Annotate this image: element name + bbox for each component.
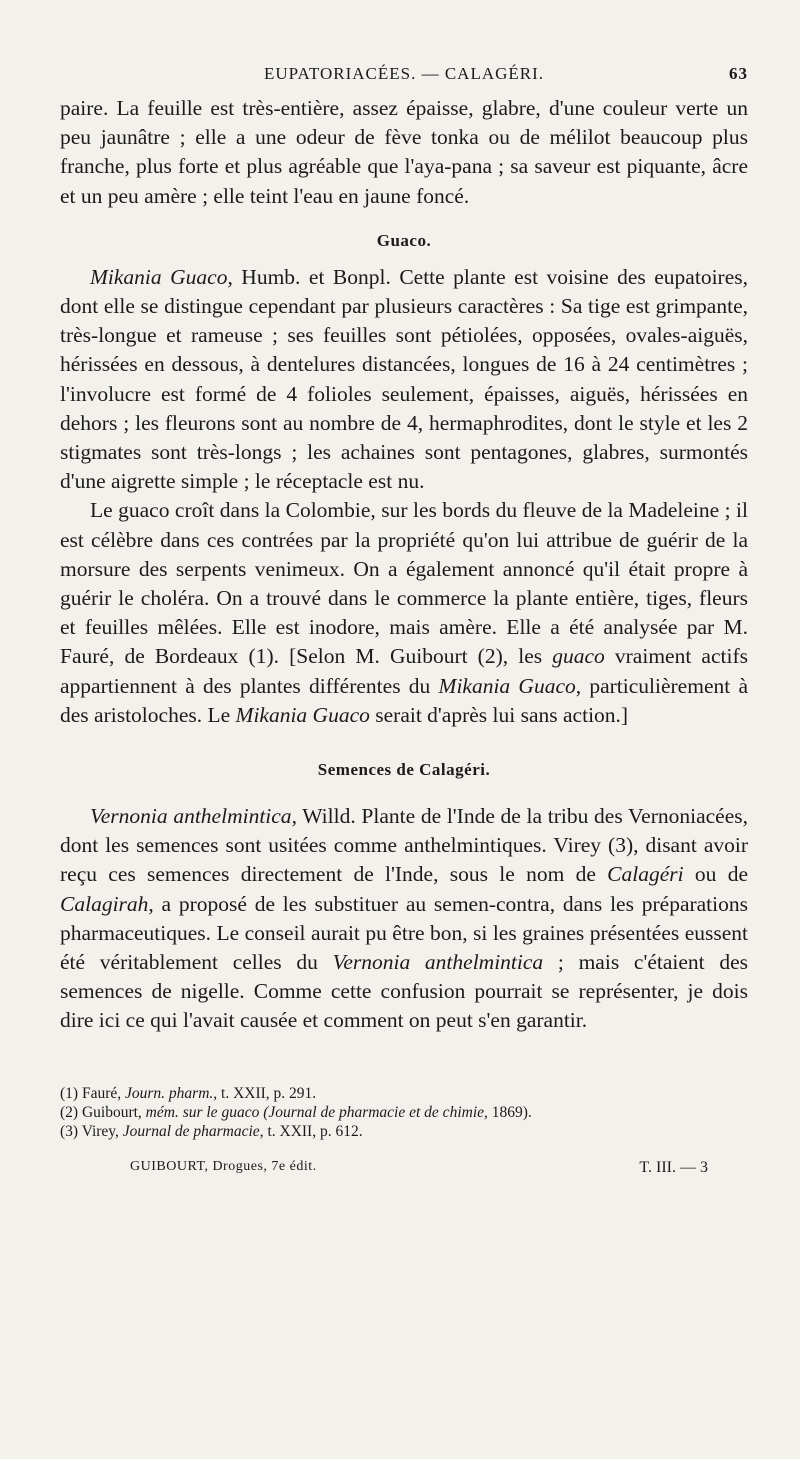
paragraph-text: serait d'après lui sans action.] (369, 702, 629, 727)
signature-line (60, 1159, 748, 1181)
footnote-reference: , t. XXII, p. 612. (259, 1122, 363, 1140)
footnote-source: Journ. pharm. (125, 1084, 214, 1102)
page-number: 63 (729, 64, 748, 83)
signature-book: GUIBOURT, Drogues, 7e édit. (130, 1158, 317, 1174)
species-name: Mikania Guaco (235, 702, 370, 727)
footnote-mark: (2) (60, 1103, 79, 1121)
species-name: Mikania Guaco (438, 673, 576, 698)
paragraph-text: ou de (683, 862, 748, 887)
footnote-author: Virey, (81, 1122, 123, 1140)
page-body (60, 94, 748, 1036)
paragraph-text: , Willd. Plante de l'Inde de la tribu des Vernoniacées, dont les semences sont usitées comme anthelmintiques. Virey (3), disant avoir reçu ces semences directement de l'Inde, sous le nom de (60, 804, 748, 887)
paragraph-vernonia-description (60, 802, 748, 1036)
footnote-reference: 1869). (487, 1103, 532, 1121)
italic-term: Calagirah (60, 891, 149, 916)
species-name: Vernonia anthelmintica (90, 804, 292, 829)
footnote-author: Guibourt, (81, 1103, 146, 1121)
paragraph-text: Le guaco croît dans la Colombie, sur les bords du fleuve de la Madeleine ; il est célèbre dans ces contrées par la propriété qu'on lui attribue de guérir de la morsure des serpents venimeux. On a également annoncé qu'il était propre à guérir le choléra. On a trouvé dans le commerce la plante entière, tiges, fleurs et feuilles mêlées. Elle est inodore, mais amère. Elle a été analysée par M. Fauré, de Bordeaux (1). [Selon M. Guibourt (2), les (60, 498, 748, 669)
paragraph-text: , a proposé de les substituer au semen-contra, dans les préparations pharmaceutiques. Le conseil aurait pu être bon, si les graines présentées eussent été véritablement celles du (60, 891, 748, 975)
section-heading-guaco: Guaco. (376, 230, 432, 250)
italic-term: guaco (552, 644, 605, 669)
footnote-reference: , t. XXII, p. 291. (213, 1084, 317, 1102)
paragraph-text: , Humb. et Bonpl. Cette plante est voisine des eupatoires, dont elle se distingue cependant par plusieurs caractères : Sa tige est grimpante, très-longue et rameuse ; ses feuilles sont pétiolées, opposées, ovales-aiguës, hérissées en dessous, à dentelures distancées, longues de 16 à 24 centimètres ; l'involucre est formé de 4 folioles seulement, épaisses, aiguës, hérissées en dehors ; les fleurons sont au nombre de 4, hermaphrodites, dont le style et les 2 stigmates sont très-longs ; les achaines sont pentagones, glabres, surmontés d'une aigrette simple ; le réceptacle est nu. (60, 264, 748, 494)
species-name: Mikania Guaco (90, 264, 228, 289)
species-name: Vernonia anthelmintica (332, 950, 544, 975)
paragraph-text: vraiment actifs appartiennent à des plantes différentes du (60, 644, 748, 698)
footnote (60, 1084, 748, 1103)
footnote (60, 1103, 748, 1122)
paragraph-continuation: paire. La feuille est très-entière, assez épaisse, glabre, d'une couleur verte un peu jaunâtre ; elle a une odeur de fève tonka ou de mélilot beaucoup plus franche, plus forte et plus agréable que l'aya-pana ; sa saveur est piquante, âcre et un peu amère ; elle teint l'eau en jaune foncé. (60, 96, 748, 208)
paragraph-guaco-origin (60, 496, 748, 730)
paragraph-text: ; mais c'étaient des semences de nigelle. Comme cette confusion pourrait se représenter, je dois dire ici ce qui l'avait causée et comment on peut s'en garantir. (60, 950, 748, 1033)
footnote (60, 1122, 748, 1141)
section-heading-calageri: Semences de Calagéri. (317, 760, 491, 780)
italic-term: Calagéri (607, 862, 684, 887)
running-head (60, 58, 748, 94)
paragraph-text: , particulièrement à des aristoloches. Le (60, 673, 748, 727)
footnote-source: Journal de pharmacie (122, 1122, 260, 1140)
footnote-source: mém. sur le guaco (Journal de pharmacie et de chimie, (145, 1103, 488, 1121)
footnote-author: Fauré, (81, 1084, 125, 1102)
footnotes (60, 1084, 748, 1141)
running-title: EUPATORIACÉES. — CALAGÉRI. (263, 64, 545, 83)
footnote-mark: (1) (60, 1084, 79, 1102)
paragraph-mikania-description (60, 263, 748, 497)
signature-volume: T. III. — 3 (639, 1158, 708, 1176)
footnote-mark: (3) (60, 1122, 79, 1140)
